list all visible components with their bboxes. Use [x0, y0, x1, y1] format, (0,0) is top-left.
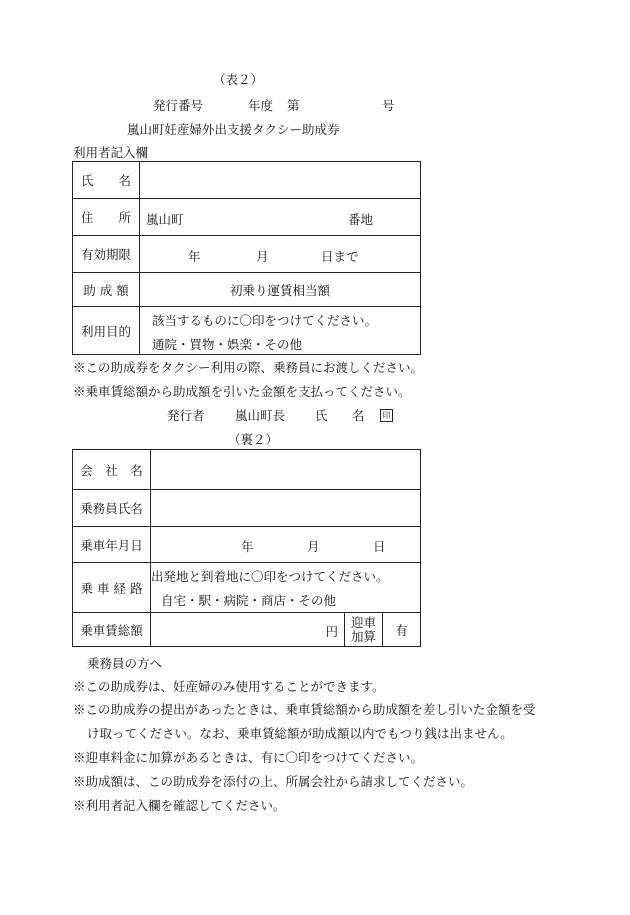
driver-field[interactable] — [151, 490, 421, 527]
amount-label: 助 成 額 — [73, 273, 140, 307]
pickup-line-2: 加算 — [350, 628, 376, 644]
row-route — [73, 563, 421, 613]
front-note-2: ※乗車賃総額から助成額を引いた金額を支払ってください。 — [73, 384, 411, 399]
validity-month: 月 — [256, 249, 269, 264]
front-heading: （表２） — [213, 72, 264, 87]
validity-field[interactable] — [140, 236, 421, 273]
address-field[interactable] — [140, 199, 421, 236]
purpose-label: 利用目的 — [73, 307, 140, 355]
fare-label: 乗車賃総額 — [73, 613, 151, 647]
row-purpose — [73, 307, 421, 355]
route-options: 自宅・駅・病院・商店・その他 — [161, 593, 337, 608]
date-label: 乗車年月日 — [73, 527, 151, 563]
back-note-4: ※助成額は、この助成券を添付の上、所属会社から請求してください。 — [73, 774, 474, 789]
issuer-office: 嵐山町長 — [235, 408, 286, 423]
name-label: 氏 名 — [73, 162, 140, 199]
company-label: 会 社 名 — [73, 450, 151, 490]
seal-icon: 印 — [380, 407, 393, 422]
user-section-label: 利用者記入欄 — [73, 145, 149, 160]
date-field[interactable] — [151, 527, 421, 563]
row-validity — [73, 236, 421, 273]
pickup-surcharge-label — [345, 613, 383, 647]
issue-number-go: 号 — [382, 98, 395, 113]
date-year: 年 — [241, 539, 254, 554]
back-note-2: ※この助成券の提出があったときは、乗車賃総額から助成額を差し引いた金額を受 — [73, 702, 536, 717]
validity-year: 年 — [188, 249, 201, 264]
date-month: 月 — [307, 539, 320, 554]
issue-number-label: 発行番号 — [153, 98, 204, 113]
issuer-label: 発行者 — [167, 408, 205, 423]
back-heading: （裏２） — [228, 432, 279, 447]
route-instruction: 出発地と到着地に〇印をつけてください。 — [151, 569, 389, 584]
row-fare — [73, 613, 421, 647]
name-field[interactable] — [140, 162, 421, 199]
route-label: 乗 車 経 路 — [73, 563, 151, 613]
route-field[interactable] — [151, 563, 421, 613]
purpose-options: 通院・買物・娯楽・その他 — [152, 337, 303, 352]
fare-yen: 円 — [325, 624, 338, 639]
back-note-1: ※この助成券は、妊産婦のみ使用することができます。 — [73, 679, 385, 694]
pickup-line-1: 迎車 — [350, 614, 376, 630]
back-note-2-cont: け取ってください。なお、乗車賃総額が助成額以内でもつり銭は出ません。 — [87, 726, 513, 741]
back-note-5: ※利用者記入欄を確認してください。 — [73, 798, 286, 813]
row-address — [73, 199, 421, 236]
row-name — [73, 162, 421, 199]
driver-heading: 乗務員の方へ — [87, 656, 163, 671]
issue-number-dai: 第 — [287, 98, 300, 113]
amount-value: 初乗り運賃相当額 — [140, 273, 421, 307]
row-driver — [73, 490, 421, 527]
address-town: 嵐山町 — [146, 212, 184, 227]
row-date — [73, 527, 421, 563]
purpose-field[interactable] — [140, 307, 421, 355]
back-note-3: ※迎車料金に加算があるときは、有に〇印をつけてください。 — [73, 750, 424, 765]
issuer-mei: 名 — [352, 408, 365, 423]
pickup-surcharge-yes[interactable]: 有 — [383, 613, 421, 647]
issue-number-year: 年度 — [248, 98, 274, 113]
purpose-instruction: 該当するものに〇印をつけてください。 — [152, 313, 378, 328]
document-title: 嵐山町妊産婦外出支援タクシー助成券 — [127, 122, 340, 137]
validity-until: 日まで — [321, 249, 359, 264]
issuer-shi: 氏 — [315, 408, 328, 423]
driver-entry-table — [72, 449, 421, 647]
company-field[interactable] — [151, 450, 421, 490]
row-company — [73, 450, 421, 490]
validity-label: 有効期限 — [73, 236, 140, 273]
fare-field[interactable] — [151, 613, 345, 647]
address-banchi: 番地 — [348, 212, 374, 227]
front-note-1: ※この助成券をタクシー利用の際、乗務員にお渡しください。 — [73, 360, 424, 375]
driver-label: 乗務員氏名 — [73, 490, 151, 527]
date-day: 日 — [373, 539, 386, 554]
user-entry-table — [72, 161, 421, 355]
row-amount — [73, 273, 421, 307]
address-label: 住 所 — [73, 199, 140, 236]
